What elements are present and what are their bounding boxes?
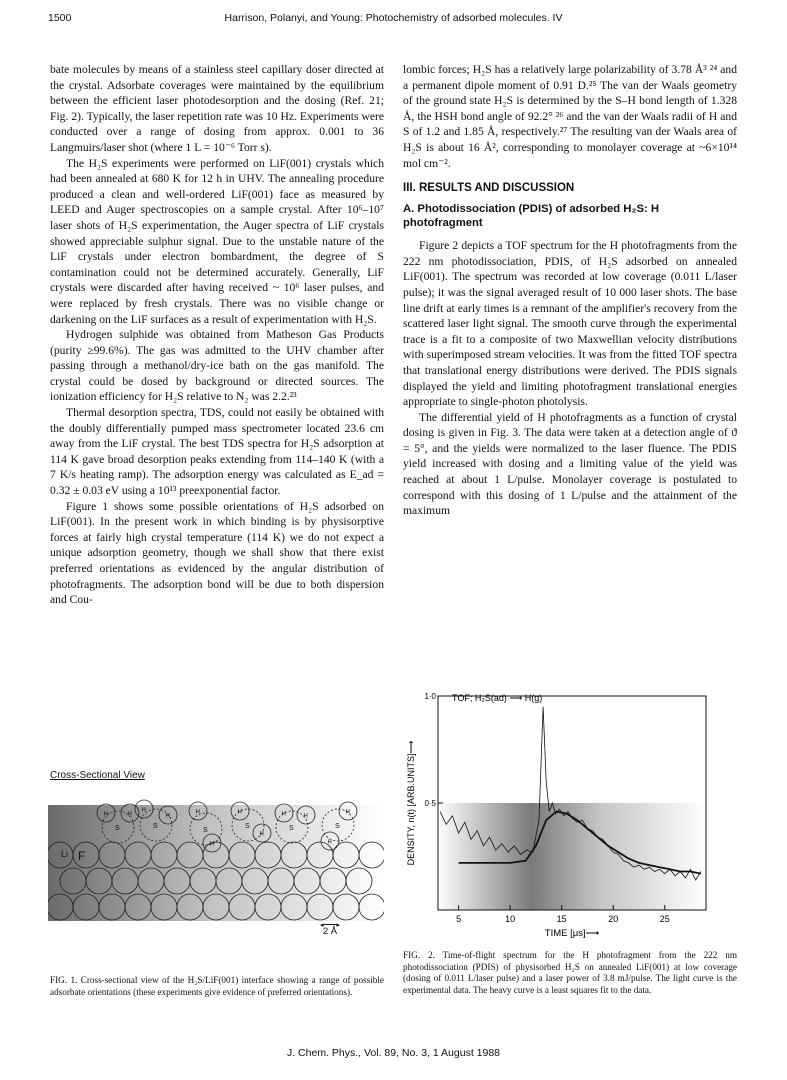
atom-label-h: H [127,811,132,818]
page-header [0,12,787,32]
y-axis-label: DENSITY, n(t) [ARB.UNITS]⟶ [406,740,416,866]
right-column [403,62,737,519]
paragraph: The H₂S experiments were performed on LiF(001) crystals which had been annealed at 680 K for 12 h in UHV. The annealing procedure produced a clean and well-ordered LiF(001) face as measured by LEED and Auger spectroscopies on a sample crystal. After 10⁶–10⁷ laser shots of H₂S experimentation, the Auger spectra of LiF crystals showed appreciable sulphur signal. Due to the unstable nature of the LiF crystals under electron bombardment, the degree of S contamination could not be determined accurately. Generally, LiF crystals were discarded after having received ~ 10⁶ laser pulses, and were replaced by fresh crystals. There was no visible change or darkening on the LiF surfaces as a result of experimentation with H₂S. [50,156,384,326]
paragraph: Thermal desorption spectra, TDS, could not easily be obtained with the doubly differentially pumped mass spectrometer located 23.6 cm away from the LiF crystal. The best TDS spectra for H₂S adsorption at 114 K gave broad desorption peaks extending from 114–140 K (with a 7 K/s heating ramp). The adsorption energy was calculated as E_ad = 0.32 ± 0.03 eV using a 10¹³ preexponential factor. [50,406,384,498]
atom-label-li: Li [61,849,69,859]
figure1-label: Cross-Sectional View [50,770,145,781]
atom-label-h: H [345,809,350,816]
paragraph: lombic forces; H₂S has a relatively large polarizability of 3.78 Å³ ²⁴ and a permanent dipole moment of 0.91 D.²⁵ The van der Waals geometry of the ground state H₂S is determined by the S–H bond length of 1.328 Å, the HSH bond angle of 92.2° ²⁶ and the van der Waals radii of H and S of 1.2 and 1.85 Å, respectively.²⁷ The resulting van der Waals area of H₂S is about 16 Å², corresponding to monolayer coverage at ~6×10¹⁴ mol cm⁻². [403,63,737,170]
atom-label-h: H [259,831,264,838]
atom-label-h: H [237,809,242,816]
page-number: 1500 [48,12,72,24]
atom-label-h: H [195,809,200,816]
atom-label-s: S [115,825,120,832]
figure2-caption: FIG. 2. Time-of-flight spectrum for the H photofragment from the 222 nm photodissociation (PDIS) of physisorbed H₂S on annealed LiF(001) at low coverage (dosing of 0.011 L/laser pulse) and a laser power of 3.8 mJ/pulse. The light curve is the experimental data. The heavy curve is a least squares fit to the data. [403,950,737,995]
scale-bar-label: 2 Å [322,926,338,937]
figure1-cross-section [48,785,384,921]
atom-label-h: H [103,811,108,818]
atom-label-h: H [165,813,170,820]
paragraph: The differential yield of H photofragments as a function of crystal dosing is given in Fig. 3. The data were taken at a detection angle of ϑ = 5°, and the yields were normalized to the laser fluence. The PDIS yield increased with dosing and a limiting value of the yield was reached at about 1 L/pulse. Monolayer coverage is postulated to correspond with this dosing of 1 L/pulse and the attainment of the maximum [403,410,737,518]
scale-bar: ◂ ▸ 2 Å [320,922,340,937]
atom-label-s: S [289,825,294,832]
running-title: Harrison, Polanyi, and Young: Photochemistry of adsorbed molecules. IV [224,12,563,24]
x-tick-label: 5 [456,914,462,924]
section-heading: III. RESULTS AND DISCUSSION [403,182,575,195]
paragraph: Hydrogen sulphide was obtained from Matheson Gas Products (purity ≥99.6%). The gas was admitted to the UHV chamber after passing through a methanol/dry-ice bath on the gas manifold. The crystal could be dosed by background or directed sources. The ionization efficiency for H₂S relative to N₂ was 2.2.²³ [50,328,384,404]
atom-label-h: H [141,807,146,814]
atom-label-h: H [303,813,308,820]
figure1-caption: FIG. 1. Cross-sectional view of the H₂S/LiF(001) interface showing a range of possible adsorbate orientations (these experiments give evidence of preferred orientations). [50,975,384,997]
x-tick-label: 20 [608,914,619,924]
paragraph: Figure 2 depicts a TOF spectrum for the H photofragments from the 222 nm photodissociation, PDIS, of H₂S adsorbed on annealed LiF(001). The spectrum was recorded at low coverage (0.011 L/laser pulse); it was the signal averaged result of 10 000 laser shots. The base line drift at early times is a remnant of the amplifier's recovery from the scattered laser light signal. The smooth curve through the experimental trace is a fit to a composite of two Maxwellian velocity distributions with superimposed stream velocities. It was from the fitted TOF spectra that translational energy distributions were derived. The PDIS signals displayed the yield and limiting photofragment translational energies appropriate to single-photon photolysis. [403,239,737,409]
subsection-heading: A. Photodissociation (PDIS) of adsorbed H₂S: H photofragment [403,203,660,230]
figure2-chart [400,678,730,948]
atom-label-s: S [203,827,208,834]
page-footer: J. Chem. Phys., Vol. 89, No. 3, 1 August 1988 [286,1047,501,1059]
shaded-band [438,803,706,910]
paragraph: Figure 1 shows some possible orientations of H₂S adsorbed on LiF(001). In the present work in which binding is by physisorptive forces at fairly high crystal temperature (114 K) we do not expect a unique adsorption geometry, though we shall show that there exist preferred orientations as evidenced by the angular distribution of photofragments. The adsorption bond will be due to both dispersion and Cou- [50,499,384,607]
x-tick-label: 25 [659,914,670,924]
x-tick-label: 15 [556,914,567,924]
paragraph: bate molecules by means of a stainless steel capillary doser directed at the crystal. Adsorbate coverages were maintained by the equilibrium between the efficient laser photodesorption and the dosing (Ref. 21; Fig. 2). Typically, the laser repetition rate was 10 Hz. Experiments were conducted over a range of dosing from approx. 0.001 to 36 Langmuirs/laser shot (where 1 L = 10⁻⁶ Torr s). [50,63,384,154]
atom-label-s: S [153,823,158,830]
left-column [50,62,384,608]
atom-label-s: S [335,823,340,830]
atom-label-h: H [281,811,286,818]
y-tick-label: 0·5 [424,799,436,808]
atom-label-h: H [209,841,214,848]
atom-label-s: S [245,823,250,830]
atom-label-f: F [78,849,86,863]
y-tick-label: 1·0 [424,692,436,701]
chart-title: TOF; H₂S(ad) ⟶ H(g) [452,693,543,703]
atom-label-h: H [327,839,332,846]
x-tick-label: 10 [505,914,516,924]
x-axis-label: TIME [μs]⟶ [544,928,600,939]
